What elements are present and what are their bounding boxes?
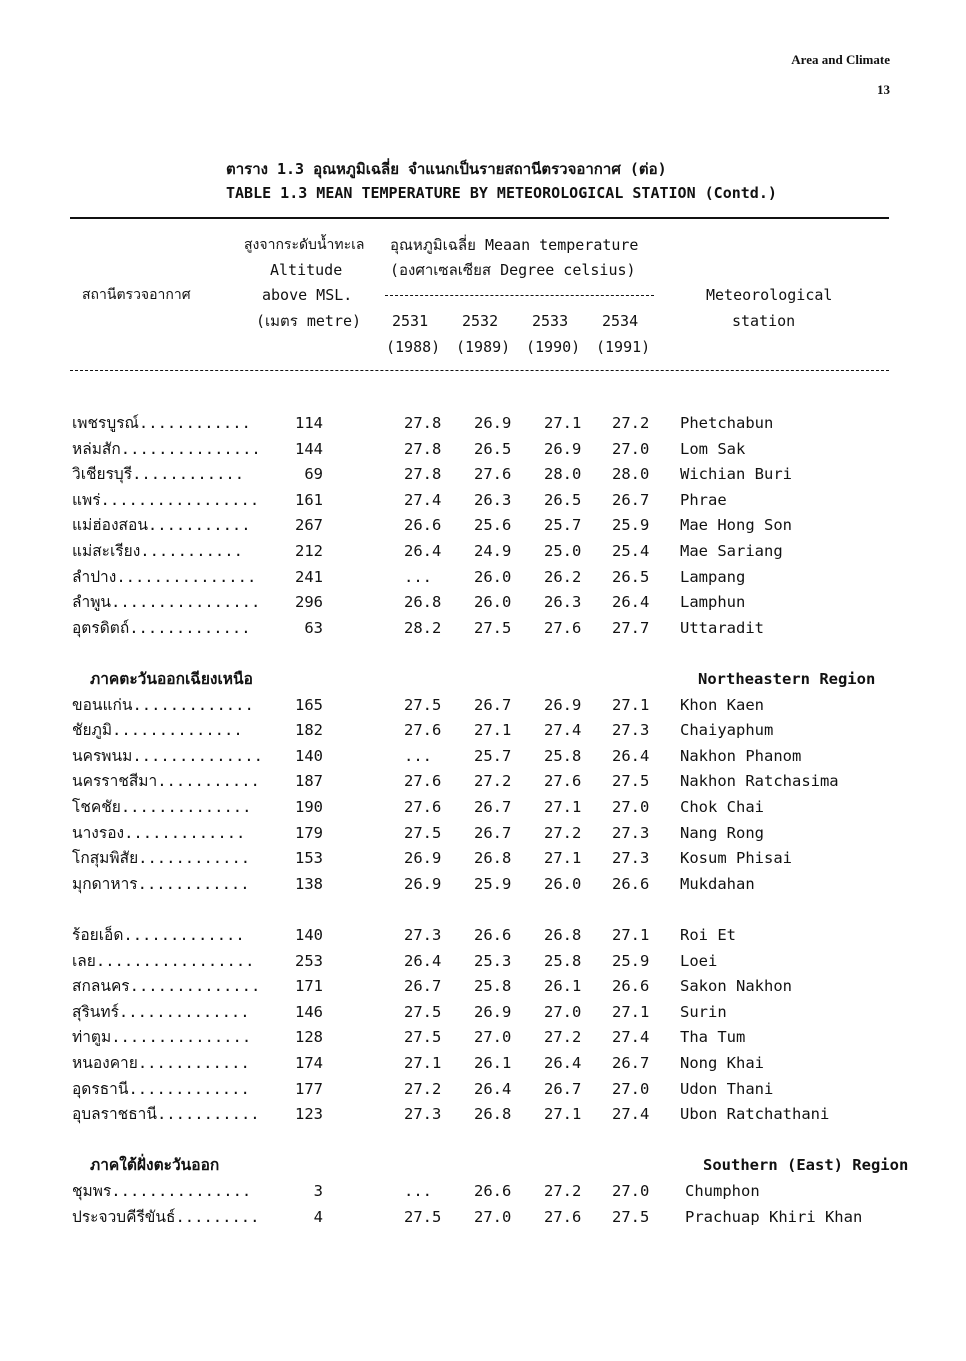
station-name-thai: ลำพูน................ bbox=[72, 593, 261, 612]
temperature-value: 26.2 bbox=[544, 567, 582, 586]
temperature-value: 26.9 bbox=[544, 439, 582, 458]
temperature-value: 27.3 bbox=[612, 823, 650, 842]
region-label-thai: ภาคใต้ฝั่งตะวันออก bbox=[90, 1156, 220, 1175]
temperature-value: 27.8 bbox=[404, 465, 442, 484]
station-name-english: Nong Khai bbox=[680, 1054, 764, 1072]
temperature-value: 26.5 bbox=[544, 490, 582, 509]
temperature-value: 27.3 bbox=[404, 1105, 442, 1124]
altitude-value: 182 bbox=[295, 721, 323, 740]
temperature-value: 25.8 bbox=[474, 977, 512, 996]
temperature-value: 26.4 bbox=[612, 746, 650, 765]
temperature-value: 27.6 bbox=[544, 1207, 582, 1226]
temperature-value: 25.7 bbox=[544, 516, 582, 535]
temperature-value: 27.1 bbox=[612, 926, 650, 944]
temperature-value: 26.7 bbox=[544, 1079, 582, 1098]
temperature-value: 25.9 bbox=[612, 951, 650, 970]
temperature-value: 27.5 bbox=[404, 823, 442, 842]
temperature-value: 26.4 bbox=[474, 1079, 512, 1098]
station-name-thai: อุตรดิตถ์............. bbox=[72, 618, 251, 637]
header-year-2531: 2531 bbox=[392, 312, 429, 330]
altitude-value: 177 bbox=[295, 1079, 323, 1098]
temperature-value: 27.6 bbox=[404, 772, 442, 791]
station-name-english: Udon Thani bbox=[680, 1079, 774, 1098]
temperature-value: 26.7 bbox=[612, 1054, 650, 1072]
station-name-thai: อุบลราชธานี........... bbox=[72, 1105, 260, 1124]
table-top-rule bbox=[70, 217, 889, 219]
temperature-value: 27.1 bbox=[474, 721, 512, 740]
station-name-english: Wichian Buri bbox=[680, 465, 792, 484]
temperature-value: 26.7 bbox=[612, 490, 650, 509]
temperature-value: 26.1 bbox=[544, 977, 582, 996]
station-name-english: Roi Et bbox=[680, 926, 736, 944]
temperature-value: 26.6 bbox=[474, 926, 512, 944]
temperature-value: 27.0 bbox=[544, 1002, 582, 1021]
station-name-thai: วิเชียรบุรี............ bbox=[72, 465, 245, 484]
station-name-english: Lamphun bbox=[680, 593, 746, 612]
temperature-value: 26.7 bbox=[474, 823, 512, 842]
altitude-value: 153 bbox=[295, 849, 323, 868]
altitude-value: 63 bbox=[304, 618, 323, 637]
temperature-value: ... bbox=[404, 567, 432, 586]
station-name-english: Tha Tum bbox=[680, 1028, 746, 1047]
altitude-value: 190 bbox=[295, 798, 323, 816]
temperature-value: 26.1 bbox=[474, 1054, 512, 1072]
temperature-value: 26.6 bbox=[612, 977, 650, 996]
temperature-value: 27.5 bbox=[474, 618, 512, 637]
temperature-value: 28.2 bbox=[404, 618, 442, 637]
header-station-english: Meteorological bbox=[706, 286, 833, 304]
station-name-english: Sakon Nakhon bbox=[680, 977, 792, 996]
altitude-value: 140 bbox=[295, 746, 323, 765]
temperature-value: 26.4 bbox=[404, 542, 442, 560]
temperature-value: 27.4 bbox=[544, 721, 582, 740]
station-name-thai: สกลนคร.............. bbox=[72, 977, 261, 996]
header-year-1988: (1988) bbox=[386, 338, 441, 356]
temperature-value: 27.6 bbox=[544, 772, 582, 791]
temperature-value: 28.0 bbox=[544, 465, 582, 484]
station-name-thai: ท่าตูม............... bbox=[72, 1028, 252, 1047]
station-name-thai: เพชรบูรณ์............ bbox=[72, 414, 251, 432]
altitude-value: 165 bbox=[295, 695, 323, 714]
station-name-english: Mae Sariang bbox=[680, 542, 783, 560]
temperature-value: 27.2 bbox=[612, 414, 650, 432]
temperature-value: 27.0 bbox=[612, 1079, 650, 1098]
temperature-value: 27.5 bbox=[404, 1028, 442, 1047]
temperature-value: 27.1 bbox=[612, 695, 650, 714]
station-name-thai: ชัยภูมิ.............. bbox=[72, 721, 243, 740]
region-label-english: Northeastern Region bbox=[698, 670, 876, 688]
station-name-thai: อุดรธานี............. bbox=[72, 1079, 250, 1098]
station-name-thai: นางรอง............. bbox=[72, 823, 246, 842]
station-name-thai: โชคชัย.............. bbox=[72, 798, 252, 816]
station-name-thai: เลย................. bbox=[72, 951, 255, 970]
header-year-1991: (1991) bbox=[596, 338, 651, 356]
altitude-value: 140 bbox=[295, 926, 323, 944]
header-station-english-2: station bbox=[732, 312, 796, 330]
region-label-english: Southern (East) Region bbox=[703, 1156, 909, 1175]
header-altitude: Altitude bbox=[270, 261, 343, 279]
temperature-value: 26.7 bbox=[474, 695, 512, 714]
temperature-value: 27.8 bbox=[404, 414, 442, 432]
altitude-value: 138 bbox=[295, 874, 323, 893]
station-name-thai: หนองคาย............ bbox=[72, 1054, 250, 1072]
altitude-value: 267 bbox=[295, 516, 323, 535]
temperature-value: 24.9 bbox=[474, 542, 512, 560]
temperature-value: 25.9 bbox=[474, 874, 512, 893]
temperature-value: 26.5 bbox=[474, 439, 512, 458]
header-year-1989: (1989) bbox=[456, 338, 511, 356]
station-name-thai: ประจวบคีรีขันธ์......... bbox=[72, 1207, 260, 1226]
temperature-value: 27.4 bbox=[404, 490, 442, 509]
temperature-value: 26.9 bbox=[474, 1002, 512, 1021]
temperature-value: 27.4 bbox=[612, 1105, 650, 1124]
station-name-english: Phrae bbox=[680, 490, 727, 509]
table-title-english: TABLE 1.3 MEAN TEMPERATURE BY METEOROLOGICAL STATION (Contd.) bbox=[226, 184, 777, 202]
station-name-english: Ubon Ratchathani bbox=[680, 1105, 830, 1124]
temperature-value: 26.4 bbox=[544, 1054, 582, 1072]
temperature-value: 26.0 bbox=[474, 567, 512, 586]
temperature-value: 25.8 bbox=[544, 746, 582, 765]
table-header-rule bbox=[70, 370, 889, 371]
temperature-value: 27.8 bbox=[404, 439, 442, 458]
temperature-value: 27.5 bbox=[404, 695, 442, 714]
temperature-value: 27.5 bbox=[612, 1207, 650, 1226]
temperature-value: 27.1 bbox=[544, 414, 582, 432]
station-name-english: Loei bbox=[680, 951, 718, 970]
temperature-value: 26.6 bbox=[612, 874, 650, 893]
station-name-thai: สุรินทร์.............. bbox=[72, 1002, 250, 1021]
temperature-value: 27.1 bbox=[612, 1002, 650, 1021]
station-name-english: Mae Hong Son bbox=[680, 516, 792, 535]
altitude-value: 171 bbox=[295, 977, 323, 996]
station-name-english: Lampang bbox=[680, 567, 746, 586]
table-title-thai: ตาราง 1.3 อุณหภูมิเฉลี่ย จำแนกเป็นรายสถานีตรวจอากาศ (ต่อ) bbox=[226, 160, 667, 178]
altitude-value: 69 bbox=[304, 465, 323, 484]
station-name-english: Mukdahan bbox=[680, 874, 755, 893]
region-label-thai: ภาคตะวันออกเฉียงเหนือ bbox=[90, 670, 253, 688]
temperature-value: 27.2 bbox=[544, 1028, 582, 1047]
altitude-value: 146 bbox=[295, 1002, 323, 1021]
temperature-value: 25.4 bbox=[612, 542, 650, 560]
temperature-value: 27.5 bbox=[612, 772, 650, 791]
temperature-value: 26.7 bbox=[404, 977, 442, 996]
station-name-english: Nakhon Phanom bbox=[680, 746, 802, 765]
temperature-value: ... bbox=[404, 746, 432, 765]
temperature-value: 25.0 bbox=[544, 542, 582, 560]
temperature-value: 27.6 bbox=[544, 618, 582, 637]
station-name-english: Lom Sak bbox=[680, 439, 746, 458]
temperature-value: ... bbox=[404, 1182, 432, 1200]
header-altitude-unit: (เมตร metre) bbox=[256, 312, 362, 330]
temperature-value: 27.2 bbox=[544, 823, 582, 842]
temperature-value: 26.9 bbox=[404, 849, 442, 868]
running-header: Area and Climate bbox=[791, 52, 890, 67]
altitude-value: 253 bbox=[295, 951, 323, 970]
station-name-thai: แพร่................. bbox=[72, 490, 260, 509]
station-name-thai: มุกดาหาร............ bbox=[72, 874, 250, 893]
altitude-value: 212 bbox=[295, 542, 323, 560]
station-name-thai: ขอนแก่น............. bbox=[72, 695, 254, 714]
temperature-value: 25.9 bbox=[612, 516, 650, 535]
temperature-value: 27.6 bbox=[404, 798, 442, 816]
station-name-english: Uttaradit bbox=[680, 618, 764, 637]
temperature-value: 26.0 bbox=[474, 593, 512, 612]
station-name-thai: ลำปาง............... bbox=[72, 567, 257, 586]
station-name-english: Prachuap Khiri Khan bbox=[685, 1207, 863, 1226]
temperature-value: 26.8 bbox=[474, 849, 512, 868]
temperature-value: 27.3 bbox=[404, 926, 442, 944]
temperature-value: 26.9 bbox=[544, 695, 582, 714]
temperature-value: 26.0 bbox=[544, 874, 582, 893]
header-altitude-msl: above MSL. bbox=[262, 286, 353, 304]
temperature-value: 26.3 bbox=[544, 593, 582, 612]
temperature-value: 25.6 bbox=[474, 516, 512, 535]
temperature-value: 27.1 bbox=[544, 1105, 582, 1124]
station-name-thai: แม่สะเรียง........... bbox=[72, 542, 243, 560]
temperature-value: 26.7 bbox=[474, 798, 512, 816]
header-year-1990: (1990) bbox=[526, 338, 581, 356]
temperature-value: 26.8 bbox=[474, 1105, 512, 1124]
altitude-value: 144 bbox=[295, 439, 323, 458]
header-year-2534: 2534 bbox=[602, 312, 639, 330]
station-name-thai: นครราชสีมา........... bbox=[72, 772, 260, 791]
temperature-value: 26.3 bbox=[474, 490, 512, 509]
temperature-value: 27.3 bbox=[612, 721, 650, 740]
header-altitude-thai: สูงจากระดับน้ำทะเล bbox=[244, 237, 365, 253]
station-name-thai: หล่มสัก............... bbox=[72, 439, 261, 458]
temperature-value: 27.6 bbox=[474, 465, 512, 484]
station-name-thai: ร้อยเอ็ด............. bbox=[72, 926, 245, 944]
altitude-value: 187 bbox=[295, 772, 323, 791]
temperature-value: 26.8 bbox=[404, 593, 442, 612]
header-year-2533: 2533 bbox=[532, 312, 569, 330]
header-temperature-unit: (องศาเซลเซียส Degree celsius) bbox=[390, 261, 636, 279]
temperature-value: 27.3 bbox=[612, 849, 650, 868]
header-year-2532: 2532 bbox=[462, 312, 499, 330]
header-station-thai: สถานีตรวจอากาศ bbox=[82, 287, 191, 303]
altitude-value: 3 bbox=[313, 1182, 323, 1200]
header-subrule bbox=[385, 295, 654, 296]
station-name-english: Nakhon Ratchasima bbox=[680, 772, 839, 791]
temperature-value: 25.3 bbox=[474, 951, 512, 970]
altitude-value: 128 bbox=[295, 1028, 323, 1047]
temperature-value: 27.1 bbox=[404, 1054, 442, 1072]
temperature-value: 25.8 bbox=[544, 951, 582, 970]
station-name-thai: แม่ฮ่องสอน........... bbox=[72, 516, 251, 535]
altitude-value: 179 bbox=[295, 823, 323, 842]
altitude-value: 123 bbox=[295, 1105, 323, 1124]
temperature-value: 27.0 bbox=[612, 439, 650, 458]
station-name-english: Chaiyaphum bbox=[680, 721, 774, 740]
altitude-value: 4 bbox=[313, 1207, 323, 1226]
temperature-value: 27.7 bbox=[612, 618, 650, 637]
station-name-thai: นครพนม.............. bbox=[72, 746, 263, 765]
temperature-value: 26.9 bbox=[404, 874, 442, 893]
altitude-value: 161 bbox=[295, 490, 323, 509]
altitude-value: 241 bbox=[295, 567, 323, 586]
station-name-english: Khon Kaen bbox=[680, 695, 764, 714]
temperature-value: 26.6 bbox=[474, 1182, 512, 1200]
temperature-value: 25.7 bbox=[474, 746, 512, 765]
station-name-english: Chok Chai bbox=[680, 798, 764, 816]
temperature-value: 26.4 bbox=[404, 951, 442, 970]
temperature-value: 27.4 bbox=[612, 1028, 650, 1047]
temperature-value: 26.5 bbox=[612, 567, 650, 586]
station-name-thai: ชุมพร............... bbox=[72, 1182, 252, 1200]
station-name-english: Phetchabun bbox=[680, 414, 774, 432]
station-name-english: Chumphon bbox=[685, 1182, 760, 1200]
temperature-value: 26.4 bbox=[612, 593, 650, 612]
temperature-value: 27.1 bbox=[544, 798, 582, 816]
temperature-value: 27.2 bbox=[544, 1182, 582, 1200]
altitude-value: 296 bbox=[295, 593, 323, 612]
page-number: 13 bbox=[877, 82, 890, 97]
temperature-value: 27.0 bbox=[612, 1182, 650, 1200]
temperature-value: 27.0 bbox=[474, 1207, 512, 1226]
temperature-value: 27.2 bbox=[404, 1079, 442, 1098]
temperature-value: 27.2 bbox=[474, 772, 512, 791]
temperature-value: 26.9 bbox=[474, 414, 512, 432]
temperature-value: 28.0 bbox=[612, 465, 650, 484]
temperature-value: 27.5 bbox=[404, 1207, 442, 1226]
temperature-value: 26.6 bbox=[404, 516, 442, 535]
temperature-value: 27.1 bbox=[544, 849, 582, 868]
altitude-value: 174 bbox=[295, 1054, 323, 1072]
station-name-english: Kosum Phisai bbox=[680, 849, 792, 868]
temperature-value: 27.5 bbox=[404, 1002, 442, 1021]
station-name-english: Surin bbox=[680, 1002, 727, 1021]
altitude-value: 114 bbox=[295, 414, 323, 432]
temperature-value: 27.0 bbox=[612, 798, 650, 816]
header-temperature: อุณหภูมิเฉลี่ย Meaan temperature bbox=[390, 236, 639, 254]
temperature-value: 26.8 bbox=[544, 926, 582, 944]
station-name-thai: โกสุมพิสัย............ bbox=[72, 849, 251, 868]
temperature-value: 27.6 bbox=[404, 721, 442, 740]
temperature-value: 27.0 bbox=[474, 1028, 512, 1047]
station-name-english: Nang Rong bbox=[680, 823, 764, 842]
